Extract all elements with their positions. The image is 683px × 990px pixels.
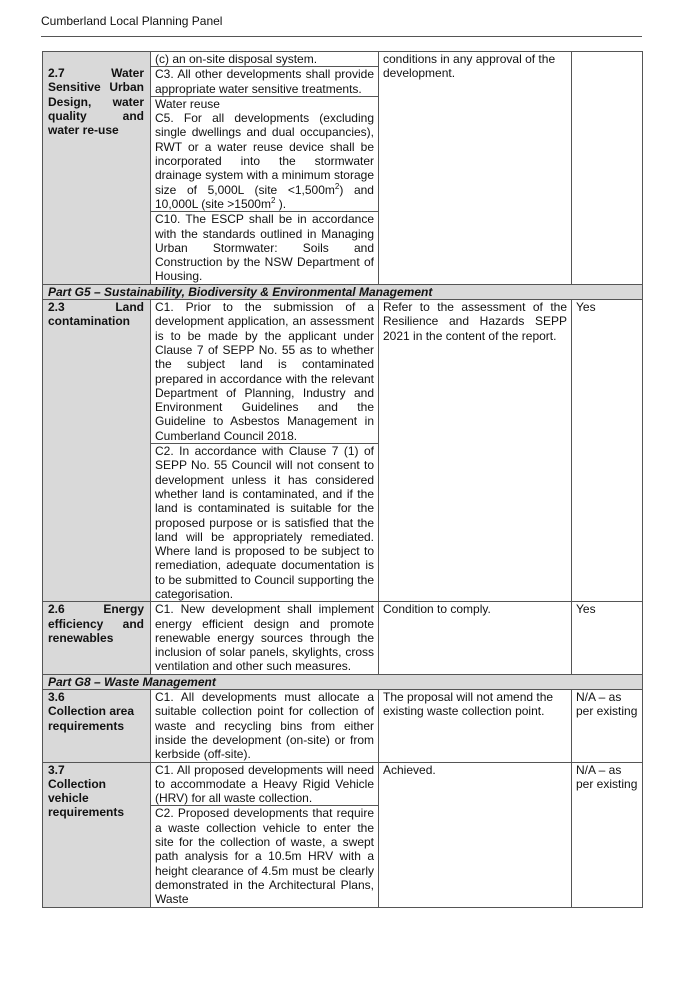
control-clauses	[151, 300, 379, 602]
clause-c1: C1. Prior to the submission of a development application, an assessment is to be made by the applicant under Clause 7 of SEPP No. 55 as to whether the subject land is contaminated prepared in accordance with the relevant Department of Planning, Industry and Environment Guidelines and the Guideline to Asbestos Management in Cumberland Council 2018.	[155, 300, 374, 443]
control-label: 3.7 Collection vehicle requirements	[43, 762, 151, 907]
table-row	[43, 690, 643, 762]
clause-c1: C1. All developments must allocate a suitable collection point for collection of waste and recycling bins from either inside the development (on-site) or from kerbside (off-site).	[151, 690, 379, 762]
clause-c1: C1. All proposed developments will need to accommodate a Heavy Rigid Vehicle (HRV) for all waste collection.	[155, 762, 374, 806]
clause-c1: C1. New development shall implement energy efficient design and promote renewable energy sources through the inclusion of solar panels, skylights, cross ventilation and other such measures.	[151, 602, 379, 674]
complies-cell: Yes	[572, 602, 643, 674]
comment-cell: The proposal will not amend the existing waste collection point.	[379, 690, 572, 762]
control-clauses	[151, 52, 379, 285]
table-row	[43, 762, 643, 907]
comment-cell: Condition to comply.	[379, 602, 572, 674]
complies-cell: N/A – as per existing	[572, 762, 643, 907]
clause-subheading: Water reuse	[155, 96, 220, 111]
clause-c0: (c) an on-site disposal system.	[155, 52, 318, 66]
clause-c2: C2. Proposed developments that require a waste collection vehicle to enter the site for the collection of waste, a swept path analysis for a 10.5m HRV with a height clearance of 4.5m must be clearly demonstrated in the Architectural Plans, Waste	[151, 805, 378, 906]
comment-cell: conditions in any approval of the development.	[379, 52, 572, 285]
section-row	[43, 674, 643, 689]
control-label: 2.3 Land contamination	[43, 300, 151, 602]
table-row	[43, 602, 643, 674]
section-row	[43, 284, 643, 299]
complies-cell: Yes	[572, 300, 643, 602]
header-rule	[41, 36, 642, 37]
control-label: 2.6 Energy efficiency and renewables	[43, 602, 151, 674]
comment-cell: Achieved.	[379, 762, 572, 907]
complies-cell: N/A – as per existing	[572, 690, 643, 762]
compliance-table	[42, 51, 643, 908]
clause-c2: C2. In accordance with Clause 7 (1) of SEPP No. 55 Council will not consent to development unless it has considered whether land is contaminated, and if the land is contaminated is suitable for the proposed purpose or is satisfied that the land will be appropriately remediated. Where land is proposed to be subject to remediation, adequate documentation is to be submitted to Council supporting the categorisation.	[151, 443, 378, 601]
section-heading: Part G5 – Sustainability, Biodiversity & Environmental Management	[43, 284, 643, 299]
control-label: 2.7 Water Sensitive Urban Design, water quality and water re-use	[43, 52, 151, 285]
clause-c3: C3. All other developments shall provide appropriate water sensitive treatments.	[151, 66, 378, 96]
table-row	[43, 52, 643, 285]
control-label: 3.6 Collection area requirements	[43, 690, 151, 762]
control-clauses	[151, 762, 379, 907]
table-row	[43, 300, 643, 602]
section-heading: Part G8 – Waste Management	[43, 674, 643, 689]
page-header: Cumberland Local Planning Panel	[41, 14, 223, 28]
clause-c5: Water reuse C5. For all developments (excluding single dwellings and dual occupancies), RWT or a water reuse device shall be incorporated into the stormwater drainage system with a minimum storage size of 5,000L (site $<1,500m^2$) and 10,000L (site $>1500m^2$ ).	[151, 96, 378, 211]
comment-cell: Refer to the assessment of the Resilience and Hazards SEPP 2021 in the content of the report.	[379, 300, 572, 602]
complies-cell	[572, 52, 643, 285]
clause-c10: C10. The ESCP shall be in accordance with the standards outlined in Managing Urban Stormwater: Soils and Construction by the NSW Department of Housing.	[151, 211, 378, 283]
